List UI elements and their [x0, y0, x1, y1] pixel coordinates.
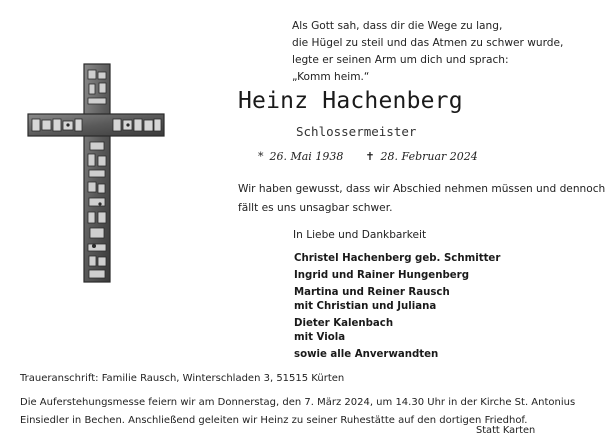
mourner-group [294, 348, 500, 362]
farewell-statement [238, 180, 605, 218]
mourners-list [294, 252, 500, 365]
deceased-profession: Schlossermeister [296, 124, 417, 139]
poem [292, 18, 563, 86]
mourner-name: Dieter Kalenbach [294, 318, 394, 329]
mourner-name: mit Viola [294, 332, 346, 343]
mourner-group [294, 269, 500, 283]
mourner-name: mit Christian und Juliana [294, 301, 437, 312]
statement-line: Wir haben gewusst, dass wir Abschied nehmen müssen und dennoch [238, 183, 605, 195]
birth-symbol: * [258, 150, 264, 163]
poem-line: Als Gott sah, dass dir die Wege zu lang, [292, 20, 503, 32]
mourner-group [294, 286, 500, 314]
mourner-name: Ingrid und Rainer Hungenberg [294, 270, 469, 281]
cross-icon [28, 64, 164, 296]
deceased-name: Heinz Hachenberg [238, 88, 463, 114]
poem-line: legte er seinen Arm um dich und sprach: [292, 54, 509, 66]
service-line: Einsiedler in Bechen. Anschließend geleiten wir Heinz zu seiner Ruhestätte auf den dortigen Friedhof. [20, 415, 528, 426]
mourner-name: sowie alle Anverwandten [294, 349, 439, 360]
mourning-address: Traueranschrift: Familie Rausch, Winterschladen 3, 51515 Kürten [20, 373, 345, 384]
statement-line: fällt es uns unsagbar schwer. [238, 202, 393, 214]
birth-date: 26. Mai 1938 [269, 150, 344, 163]
mourner-name: Martina und Reiner Rausch [294, 287, 450, 298]
mourner-group [294, 252, 500, 266]
poem-line: „Komm heim.“ [292, 71, 370, 83]
death-date: 28. Februar 2024 [380, 150, 478, 163]
thanks-line: In Liebe und Dankbarkeit [293, 229, 427, 241]
service-line: Die Auferstehungsmesse feiern wir am Donnerstag, den 7. März 2024, um 14.30 Uhr in der Kirche St. Antonius [20, 397, 576, 408]
mourner-group [294, 317, 500, 345]
poem-line: die Hügel zu steil und das Atmen zu schwer wurde, [292, 37, 564, 49]
closing-note: Statt Karten [476, 425, 536, 436]
life-dates [258, 150, 478, 163]
death-symbol: ✝ [365, 150, 375, 163]
mourner-name: Christel Hachenberg geb. Schmitter [294, 253, 501, 264]
